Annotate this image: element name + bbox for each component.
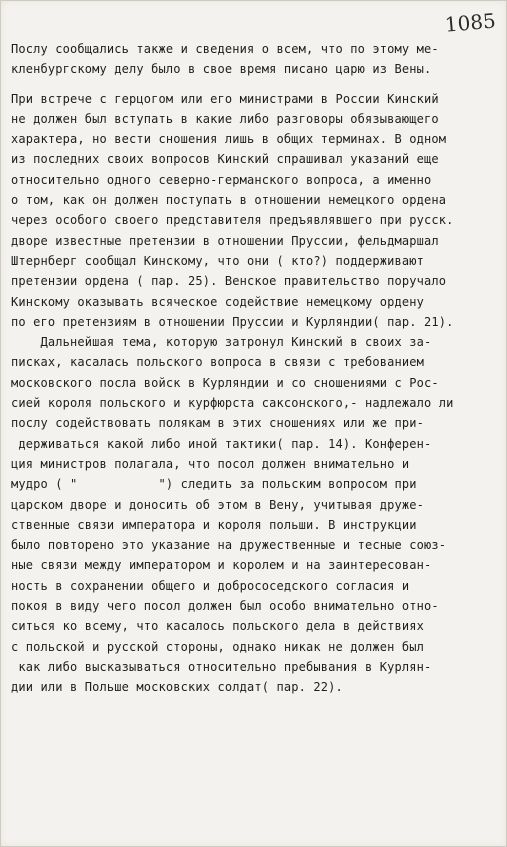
text-line: относительно одного северно-германского вопроса, а именно	[11, 172, 432, 187]
folio-number: 1085	[443, 8, 497, 37]
text-line: было повторено это указание на дружественные и тесные союз-	[11, 538, 447, 553]
text-line: Дальнейшая тема, которую затронул Кинский в своих за-	[11, 335, 432, 350]
text-line: претензии ордена ( пар. 25). Венское правительство поручало	[11, 274, 447, 289]
text-line: Кинскому оказывать всяческое содействие немецкому ордену	[11, 294, 424, 309]
text-line: ность в сохранении общего и добрососедского согласия и	[11, 578, 410, 593]
body-text	[11, 39, 498, 836]
text-line: характера, но вести сношения лишь в общих терминах. В одном	[11, 132, 447, 147]
text-line: не должен был вступать в какие либо разговоры обязывающего	[11, 111, 439, 126]
text-line: держиваться какой либо иной тактики( пар. 14). Конферен-	[11, 436, 432, 451]
text-line: московского посла войск в Курляндии и со сношениями с Рос-	[11, 375, 439, 390]
text-line: через особого своего представителя предъявлявшего при русск.	[11, 213, 454, 228]
text-line: ственные связи императора и короля польши. В инструкции	[11, 517, 417, 532]
text-line: писках, касалась польского вопроса в связи с требованием	[11, 355, 424, 370]
text-line: Штернберг сообщал Кинскому, что они ( кто?) поддерживают	[11, 253, 424, 268]
text-line: ные связи между императором и королем и на заинтересован-	[11, 558, 432, 573]
text-line: по его претензиям в отношении Пруссии и Курляндии( пар. 21).	[11, 314, 454, 329]
text-line: мудро ( " ") следить за польским вопросом при	[11, 477, 417, 492]
text-line: покоя в виду чего посол должен был особо внимательно отно-	[11, 599, 439, 614]
text-line: сией короля польского и курфюрста саксонского,- надлежало ли	[11, 396, 454, 411]
text-line: Послу сообщались также и сведения о всем, что по этому ме-	[11, 42, 439, 56]
text-line: ситься ко всему, что касалось польского дела в действиях	[11, 619, 424, 634]
text-line: послу содействовать полякам в этих сношениях или же при-	[11, 416, 424, 431]
text-line: из последних своих вопросов Кинский спрашивал указаний еще	[11, 152, 439, 167]
text-line: кленбургскому делу было в свое время писано царю из Вены.	[11, 62, 432, 77]
paragraph-gap	[11, 80, 498, 89]
text-line: дворе известные претензии в отношении Пруссии, фельдмаршал	[11, 233, 439, 248]
text-line: дии или в Польше московских солдат( пар. 22).	[11, 680, 343, 695]
text-line: При встрече с герцогом или его министрами в России Кинский	[11, 91, 439, 106]
text-line: ция министров полагала, что посол должен внимательно и	[11, 456, 410, 471]
text-line: о том, как он должен поступать в отношении немецкого ордена	[11, 193, 447, 208]
text-line: как либо высказываться относительно пребывания в Курлян-	[11, 659, 432, 674]
text-line: с польской и русской стороны, однако никак не должен был	[11, 639, 424, 654]
text-line: царском дворе и доносить об этом в Вену, учитывая друже-	[11, 497, 424, 512]
